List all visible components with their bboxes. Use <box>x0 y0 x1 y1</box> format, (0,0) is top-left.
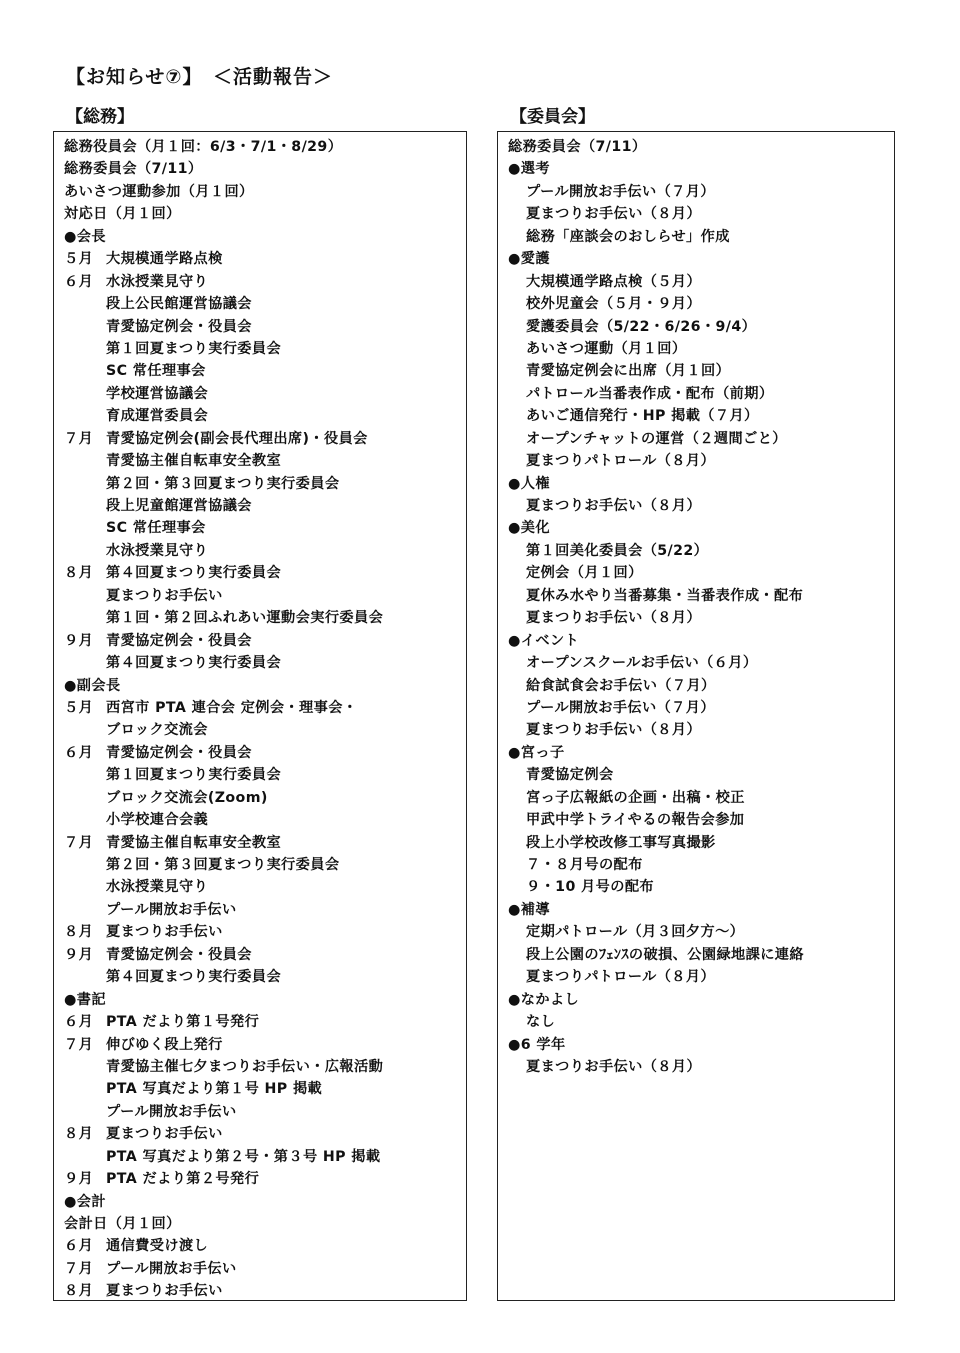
report-text: 定期パトロール（月３回夕方～） <box>526 924 745 941</box>
report-line <box>64 1146 466 1168</box>
section-header-committees: 【委員会】 <box>510 107 595 127</box>
report-line <box>508 181 894 203</box>
report-line <box>64 809 466 831</box>
report-text: 校外児童会（５月・９月） <box>526 296 702 313</box>
report-text: 総務「座談会のおしらせ」作成 <box>526 228 730 245</box>
report-line <box>64 540 466 562</box>
report-line <box>508 203 894 225</box>
report-text: 青愛協定例会・役員会 <box>106 744 252 761</box>
report-line <box>508 944 894 966</box>
report-text: なし <box>526 1014 556 1031</box>
report-line <box>508 271 894 293</box>
report-text: 夏まつりお手伝い <box>106 924 223 941</box>
report-text: 水泳授業見守り <box>106 879 209 896</box>
report-line <box>64 158 466 180</box>
report-text: 夏休み水やり当番募集・当番表作成・配布 <box>526 587 804 604</box>
report-text: 対応日（月１回） <box>64 206 181 223</box>
report-text: 第２回・第３回夏まつり実行委員会 <box>106 857 340 873</box>
report-text: 夏まつりお手伝い（８月） <box>526 610 702 627</box>
report-line <box>64 383 466 405</box>
report-line <box>508 450 894 472</box>
report-line <box>508 697 894 719</box>
report-line <box>508 338 894 360</box>
report-line <box>64 652 466 674</box>
report-line <box>508 226 894 248</box>
report-line <box>64 181 466 203</box>
report-line <box>508 293 894 315</box>
report-text: ●イベント <box>508 632 580 649</box>
report-line <box>508 495 894 517</box>
report-text: 宮っ子広報紙の企画・出稿・校正 <box>526 789 745 806</box>
report-line <box>64 630 466 652</box>
report-line <box>64 899 466 921</box>
report-text: あいご通信発行・HP 掲載（７月） <box>526 408 759 425</box>
report-text: ●副会長 <box>64 677 121 694</box>
report-line <box>508 562 894 584</box>
month-label: ６月 <box>64 1014 94 1031</box>
report-text: ●愛護 <box>508 251 550 268</box>
report-text: あいさつ運動参加（月１回） <box>64 183 254 200</box>
month-label: ７月 <box>64 1036 94 1053</box>
category-heading <box>508 899 894 921</box>
report-line <box>508 405 894 427</box>
report-text: 総務委員会（7/11） <box>64 161 203 178</box>
report-line <box>64 854 466 876</box>
report-line <box>64 1101 466 1123</box>
report-text: ●宮っ子 <box>508 744 565 761</box>
report-line <box>508 809 894 831</box>
report-line <box>508 854 894 876</box>
page-title: 【お知らせ⑦】 ＜活動報告＞ <box>66 66 334 88</box>
report-text: 青愛協定例会・役員会 <box>106 632 252 649</box>
report-text: ●書記 <box>64 991 106 1008</box>
report-line <box>508 787 894 809</box>
report-text: 段上公園のﾌｪﾝｽの破損、公園緑地課に連絡 <box>526 946 804 963</box>
report-line <box>64 832 466 854</box>
report-text: 段上小学校改修工事写真撮影 <box>526 834 716 851</box>
month-label: ５月 <box>64 251 94 268</box>
report-line <box>64 966 466 988</box>
report-text: 青愛協定例会・役員会 <box>106 318 252 335</box>
report-line <box>64 764 466 786</box>
report-text: ●選考 <box>508 161 550 178</box>
report-line <box>508 316 894 338</box>
report-line <box>64 1056 466 1078</box>
month-label: ９月 <box>64 1171 94 1188</box>
report-text: 青愛協主催自転車安全教室 <box>106 834 282 851</box>
report-line <box>508 876 894 898</box>
report-text: 西宮市 PTA 連合会 定例会・理事会・ <box>106 699 358 716</box>
category-heading <box>64 226 466 248</box>
report-line <box>64 271 466 293</box>
report-line <box>64 1011 466 1033</box>
report-text: 給食試食会お手伝い（７月） <box>526 677 716 694</box>
category-heading <box>508 742 894 764</box>
report-line <box>64 921 466 943</box>
report-line <box>508 383 894 405</box>
report-text: PTA だより第２号発行 <box>106 1171 260 1188</box>
report-text: 水泳授業見守り <box>106 273 209 290</box>
report-line <box>64 338 466 360</box>
report-text: 段上児童館運営協議会 <box>106 498 252 514</box>
report-line <box>64 360 466 382</box>
report-text: 総務役員会（月１回：6/3・7/1・8/29） <box>64 139 343 155</box>
report-line <box>508 360 894 382</box>
report-line <box>64 203 466 225</box>
report-text: 青愛協主催七夕まつりお手伝い・広報活動 <box>106 1058 384 1075</box>
report-text: ●6 学年 <box>508 1036 566 1053</box>
report-text: ●会計 <box>64 1193 106 1210</box>
report-line <box>508 966 894 988</box>
report-text: ブロック交流会 <box>106 722 208 739</box>
report-text: 小学校連合会義 <box>106 812 209 829</box>
report-text: 会計日（月１回） <box>64 1216 181 1232</box>
report-line <box>64 585 466 607</box>
report-text: プール開放お手伝い（７月） <box>526 699 715 716</box>
month-label: ７月 <box>64 834 94 851</box>
report-text: ●なかよし <box>508 991 580 1008</box>
report-line <box>64 876 466 898</box>
report-text: 青愛協定例会・役員会 <box>106 946 252 963</box>
month-label: ９月 <box>64 632 94 649</box>
month-label: ９月 <box>64 946 94 963</box>
report-text: 愛護委員会（5/22・6/26・9/4） <box>526 318 757 335</box>
report-text: 学校運営協議会 <box>106 385 209 402</box>
report-text: 夏まつりパトロール（８月） <box>526 969 716 986</box>
report-line <box>64 517 466 539</box>
report-text: ●美化 <box>508 520 550 537</box>
report-text: ７・８月号の配布 <box>526 857 643 873</box>
month-label: ８月 <box>64 924 94 941</box>
report-line <box>508 136 894 158</box>
category-heading <box>64 989 466 1011</box>
category-heading <box>508 473 894 495</box>
report-line <box>64 1258 466 1280</box>
category-heading <box>64 675 466 697</box>
report-text: 青愛協定例会 <box>526 767 614 784</box>
report-text: 第４回夏まつり実行委員会 <box>106 565 282 582</box>
report-line <box>64 136 466 158</box>
report-text: 夏まつりお手伝い（８月） <box>526 722 702 739</box>
report-line <box>64 1280 466 1301</box>
month-label: ８月 <box>64 1126 94 1143</box>
report-line <box>64 1235 466 1257</box>
report-line <box>508 1056 894 1078</box>
category-heading <box>508 248 894 270</box>
report-line <box>64 742 466 764</box>
category-heading <box>508 989 894 1011</box>
report-text: PTA 写真だより第１号 HP 掲載 <box>106 1081 323 1098</box>
category-heading <box>508 517 894 539</box>
report-line <box>64 405 466 427</box>
category-heading <box>508 158 894 180</box>
report-text: プール開放お手伝い（７月） <box>526 183 715 200</box>
month-label: ６月 <box>64 744 94 761</box>
report-line <box>64 944 466 966</box>
report-text: SC 常任理事会 <box>106 520 206 537</box>
report-text: 第４回夏まつり実行委員会 <box>106 655 282 672</box>
report-line <box>508 764 894 786</box>
report-text: 水泳授業見守り <box>106 542 209 559</box>
report-line <box>64 719 466 741</box>
report-line <box>64 1213 466 1235</box>
report-line <box>508 585 894 607</box>
report-text: 第２回・第３回夏まつり実行委員会 <box>106 475 340 492</box>
report-line <box>64 450 466 472</box>
report-text: 育成運営委員会 <box>106 408 209 425</box>
report-text: 大規模通学路点検（５月） <box>526 273 702 290</box>
month-label: ８月 <box>64 1283 94 1300</box>
report-text: オープンチャットの運営（２週間ごと） <box>526 430 787 447</box>
report-text: 段上公民館運営協議会 <box>106 296 252 313</box>
month-label: ５月 <box>64 699 94 716</box>
category-heading <box>508 1034 894 1056</box>
report-text: PTA 写真だより第２号・第３号 HP 掲載 <box>106 1148 381 1165</box>
month-label: ６月 <box>64 1238 94 1255</box>
report-line <box>64 787 466 809</box>
report-text: パトロール当番表作成・配布（前期） <box>526 385 774 402</box>
report-line <box>508 1011 894 1033</box>
section-header-general-affairs: 【総務】 <box>66 107 134 127</box>
general-affairs-report-box <box>53 131 467 1301</box>
report-line <box>64 316 466 338</box>
report-line <box>508 921 894 943</box>
report-line <box>64 562 466 584</box>
month-label: ７月 <box>64 1260 94 1277</box>
report-text: PTA だより第１号発行 <box>106 1014 260 1031</box>
report-text: 第１回・第２回ふれあい運動会実行委員会 <box>106 610 384 627</box>
report-text: 第１回美化委員会（5/22） <box>526 542 709 559</box>
report-text: 通信費受け渡し <box>106 1238 209 1255</box>
report-text: プール開放お手伝い <box>106 1103 237 1120</box>
report-line <box>64 495 466 517</box>
report-text: 甲武中学トライやるの報告会参加 <box>526 812 745 829</box>
report-line <box>64 1034 466 1056</box>
category-heading <box>508 630 894 652</box>
report-text: オープンスクールお手伝い（６月） <box>526 655 758 672</box>
report-line <box>64 473 466 495</box>
report-line <box>64 1168 466 1190</box>
report-text: 第１回夏まつり実行委員会 <box>106 767 282 784</box>
report-text: 伸びゆく段上発行 <box>106 1036 223 1053</box>
committee-report-box <box>497 131 895 1301</box>
report-line <box>508 832 894 854</box>
report-text: ●会長 <box>64 228 106 245</box>
report-text: ●補導 <box>508 901 550 918</box>
report-text: 青愛協主催自転車安全教室 <box>106 453 282 470</box>
report-text: 夏まつりお手伝い <box>106 1126 223 1143</box>
report-text: 青愛協定例会(副会長代理出席)・役員会 <box>106 430 368 447</box>
report-line <box>64 293 466 315</box>
category-heading <box>64 1191 466 1213</box>
report-text: ●人権 <box>508 475 550 492</box>
report-line <box>508 652 894 674</box>
report-text: 第１回夏まつり実行委員会 <box>106 340 282 357</box>
report-text: ９・10 月号の配布 <box>526 879 654 896</box>
report-text: 夏まつりお手伝い <box>106 587 223 604</box>
report-line <box>508 428 894 450</box>
month-label: ７月 <box>64 430 94 447</box>
report-text: 夏まつりお手伝い <box>106 1283 223 1300</box>
report-line <box>64 248 466 270</box>
report-line <box>64 1123 466 1145</box>
report-line <box>508 540 894 562</box>
report-text: あいさつ運動（月１回） <box>526 340 687 357</box>
report-text: 総務委員会（7/11） <box>508 139 647 155</box>
report-line <box>508 719 894 741</box>
report-text: プール開放お手伝い <box>106 901 237 918</box>
report-line <box>64 607 466 629</box>
month-label: ８月 <box>64 565 94 582</box>
report-text: 夏まつりパトロール（８月） <box>526 453 716 470</box>
report-text: 大規模通学路点検 <box>106 251 223 268</box>
report-text: プール開放お手伝い <box>106 1260 237 1277</box>
report-text: SC 常任理事会 <box>106 363 206 380</box>
report-text: 夏まつりお手伝い（８月） <box>526 1058 702 1075</box>
report-text: 定例会（月１回） <box>526 565 643 582</box>
report-text: 第４回夏まつり実行委員会 <box>106 969 282 986</box>
report-line <box>508 607 894 629</box>
report-line <box>64 1078 466 1100</box>
report-text: ブロック交流会(Zoom) <box>106 789 268 806</box>
report-text: 夏まつりお手伝い（８月） <box>526 206 702 223</box>
report-text: 夏まつりお手伝い（８月） <box>526 498 702 514</box>
report-line <box>508 675 894 697</box>
report-line <box>64 428 466 450</box>
month-label: ６月 <box>64 273 94 290</box>
report-line <box>64 697 466 719</box>
report-text: 青愛協定例会に出席（月１回） <box>526 363 731 380</box>
